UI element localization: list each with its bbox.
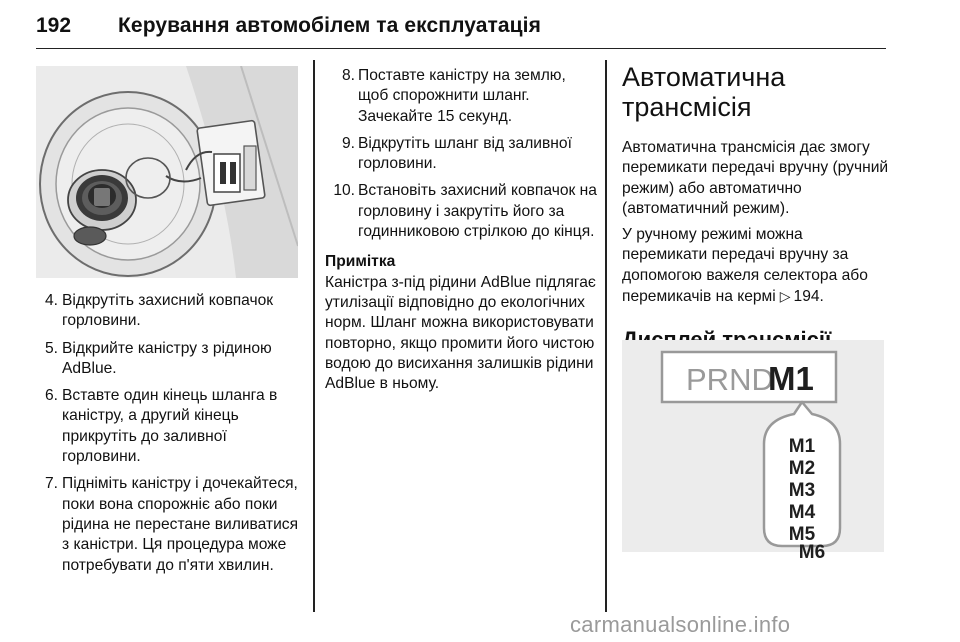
page-number: 192	[36, 14, 72, 37]
paragraph-manual-mode-text: У ручному режимі можна перемикати передачі вручну за допомогою важеля селектора або перемикачів на кермі	[622, 226, 868, 306]
step-text: Встановіть захисний ковпачок на горловину і закрутіть його за годинниковою стрілкою до кінця.	[358, 182, 597, 241]
list-item	[36, 339, 304, 380]
gear-m5: M5	[788, 524, 816, 545]
middle-column	[325, 66, 597, 394]
step-number: 10.	[333, 182, 355, 200]
page-reference-link[interactable]: 194.	[793, 288, 824, 306]
step-number: 9.	[341, 134, 355, 152]
gear-m3: M3	[788, 480, 816, 501]
list-item	[325, 134, 597, 175]
paragraph-intro: Автоматична трансмісія дає змогу перемикати передачі вручну (ручний режим) або автоматично (автоматичний режим).	[622, 139, 889, 217]
step-text: Відкрутіть захисний ковпачок горловини.	[62, 292, 274, 330]
step-number: 7.	[44, 475, 58, 493]
list-item	[325, 66, 597, 127]
note-heading: Примітка	[325, 253, 396, 271]
column-divider-left	[313, 60, 315, 612]
paragraph-manual-mode	[622, 225, 890, 307]
list-item	[36, 291, 304, 332]
adblue-filler-illustration	[36, 66, 298, 278]
list-item	[325, 181, 597, 242]
transmission-display-illustration	[622, 340, 884, 552]
right-column	[622, 62, 890, 367]
step-number: 6.	[44, 387, 58, 405]
step-text: Підніміть каністру і дочекайтеся, поки вона спорожніє або поки рідина не перестане виливатися з каністри. Ця процедура може потребувати до п'яти хвилин.	[62, 475, 299, 574]
page-reference-arrow-icon: ▷	[779, 288, 791, 305]
step-text: Відкрутіть шланг від заливної горловини.	[358, 134, 572, 173]
chapter-title: Керування автомобілем та експлуатація	[118, 14, 541, 37]
gear-m4: M4	[788, 502, 816, 523]
column-divider-right	[605, 60, 607, 612]
gear-m2: M2	[788, 458, 816, 479]
list-item	[36, 474, 304, 575]
gear-m1: M1	[788, 436, 816, 457]
step-text: Відкрийте каністру з рідиною AdBlue.	[62, 339, 272, 377]
watermark: carmanualsonline.info	[570, 612, 791, 637]
page-header	[36, 14, 886, 49]
steps-list-middle	[325, 66, 597, 242]
steps-list-left	[36, 291, 304, 576]
section-heading: Автоматична трансмісія	[622, 62, 786, 122]
display-current-gear-text: M1	[768, 360, 814, 397]
note-text: Каністра з-під рідини AdBlue підлягає утилізації відповідно до екологічних норм. Шланг можна використовувати повторно, якщо промити його чистою водою до висихання залишків рідини AdBlue в ньому.	[325, 273, 596, 393]
step-number: 4.	[44, 292, 58, 309]
step-number: 8.	[341, 67, 355, 84]
step-text: Вставте один кінець шланга в каністру, а другий кінець прикрутіть до заливної горловини.	[62, 387, 278, 466]
list-item	[36, 386, 304, 467]
display-prnd-text: PRND	[686, 362, 774, 397]
step-number: 5.	[44, 339, 58, 357]
left-column	[36, 291, 304, 583]
gear-m6: M6	[798, 542, 826, 563]
step-text: Поставте каністру на землю, щоб спорожнити шланг. Зачекайте 15 секунд.	[358, 67, 566, 125]
